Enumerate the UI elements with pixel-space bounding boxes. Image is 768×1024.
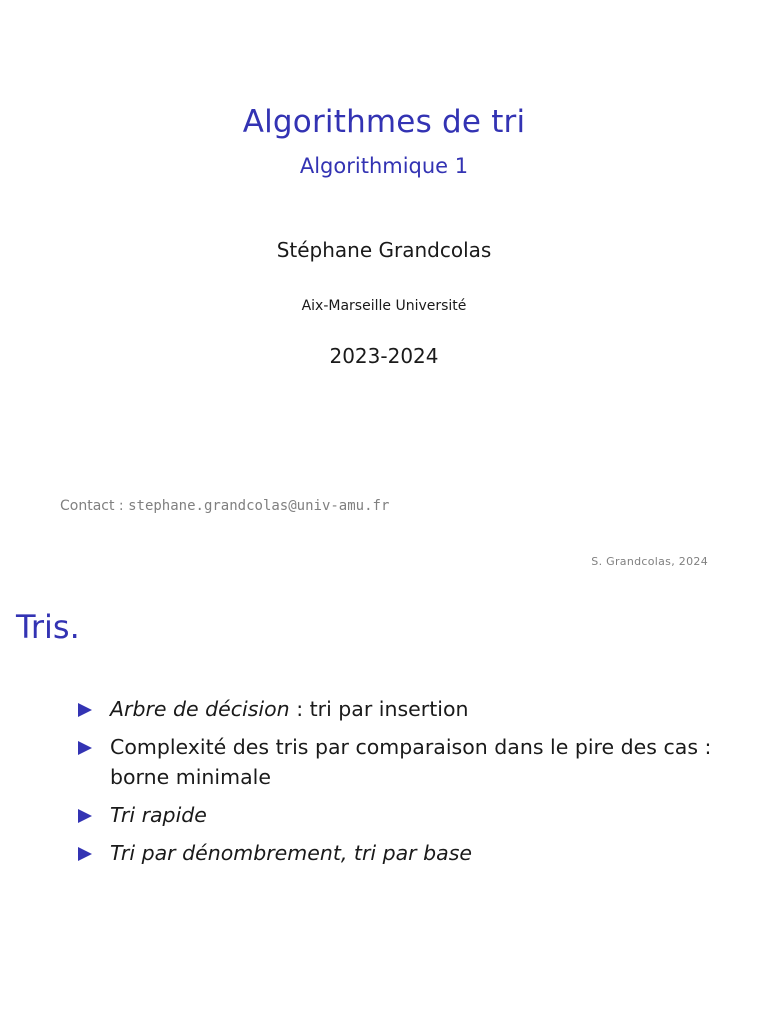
bullet-emphasis: Tri par dénombrement, tri par base: [110, 841, 472, 865]
bullet-text: Complexité des tris par comparaison dans le pire des cas : borne minimale: [110, 735, 712, 789]
author-name: Stéphane Grandcolas: [276, 238, 492, 262]
bullet-text: : tri par insertion: [289, 697, 469, 721]
frame-title: Tris.: [16, 608, 80, 646]
academic-year: 2023-2024: [329, 344, 439, 368]
triangle-right-icon: [78, 741, 92, 755]
list-item: [78, 732, 718, 792]
list-item: [78, 838, 718, 868]
presentation-subtitle: Algorithmique 1: [299, 154, 469, 178]
triangle-right-icon: [78, 809, 92, 823]
presentation-title: Algorithmes de tri: [242, 104, 526, 140]
outline-slide: [0, 586, 768, 1024]
bullet-emphasis: Tri rapide: [110, 803, 207, 827]
list-item: [78, 800, 718, 830]
bullet-emphasis: Arbre de décision: [110, 697, 290, 721]
list-item: [78, 694, 718, 724]
contact-line: [60, 498, 389, 514]
contact-email[interactable]: stephane.grandcolas@univ-amu.fr: [128, 498, 390, 514]
institute-name: Aix-Marseille Université: [301, 298, 467, 314]
bullet-list: [78, 694, 718, 876]
triangle-right-icon: [78, 703, 92, 717]
contact-label: Contact :: [60, 498, 129, 514]
triangle-right-icon: [78, 847, 92, 861]
slide-footer: S. Grandcolas, 2024: [591, 555, 708, 568]
